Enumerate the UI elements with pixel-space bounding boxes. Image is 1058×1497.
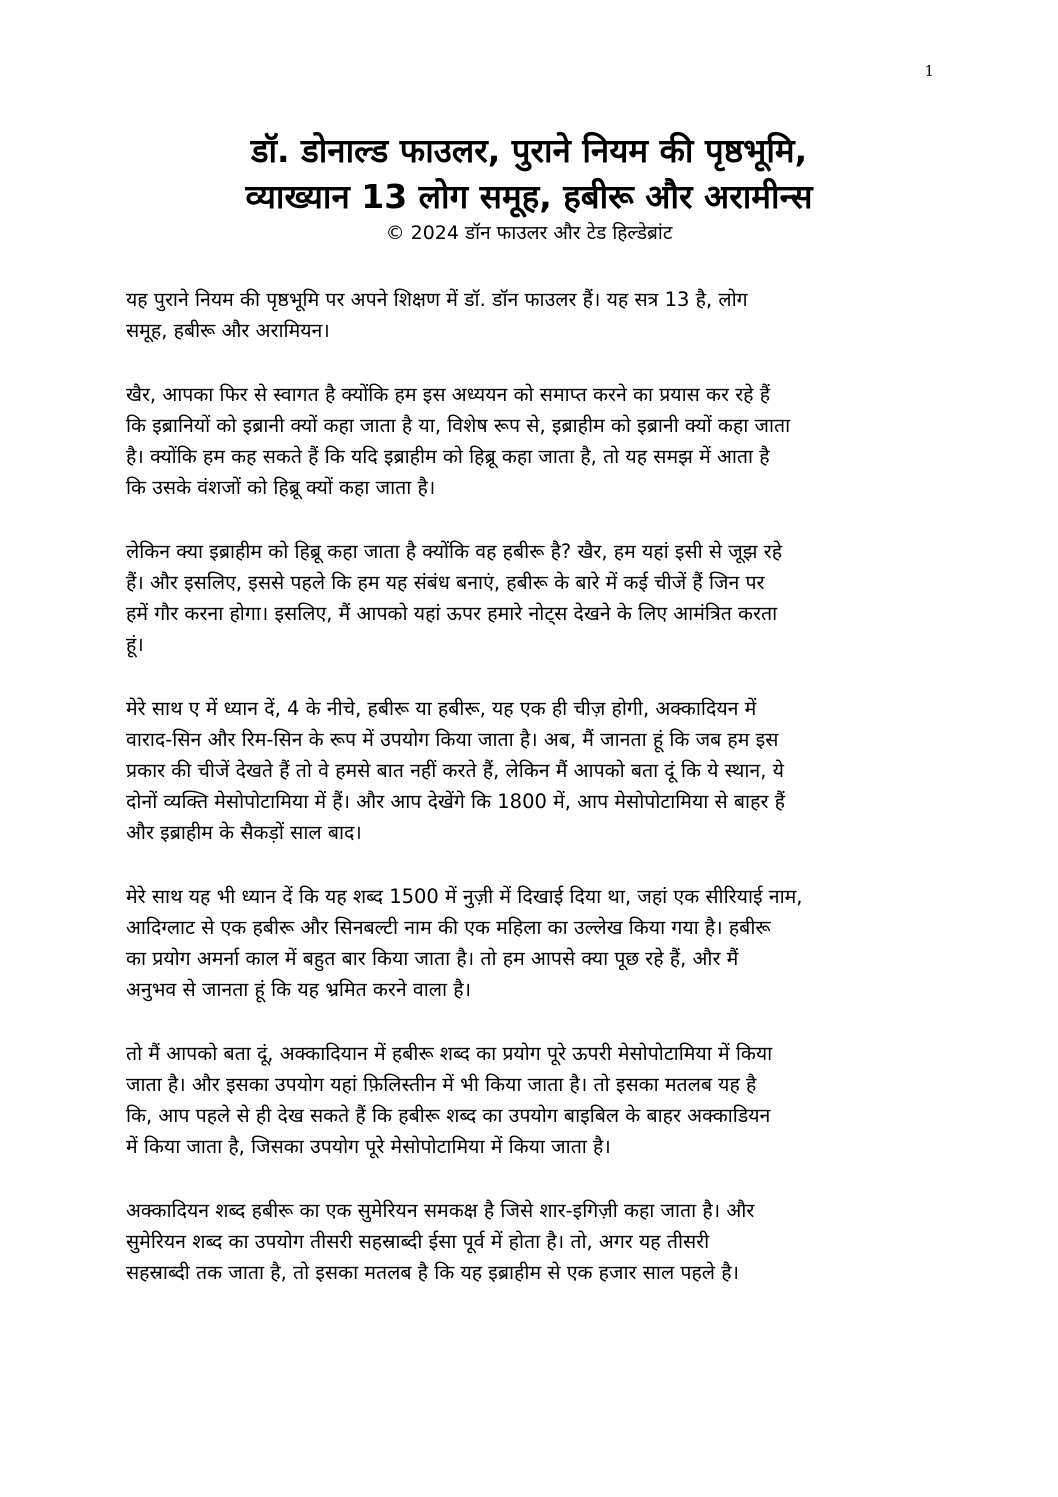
paragraph-line: दोनों व्यक्ति मेसोपोटामिया में हैं। और आप देखेंगे कि 1800 में, आप मेसोपोटामिया से बाहर हैं [126,790,785,813]
document-header [0,128,1058,246]
paragraph-line: कि, आप पहले से ही देख सकते हैं कि हबीरू शब्द का उपयोग बाइबिल के बाहर अक्काडियन [126,1104,771,1127]
title-line: डॉ. डोनाल्ड फाउलर, पुराने नियम की पृष्ठभूमि, [250,131,808,170]
paragraph-line: लेकिन क्या इब्राहीम को हिब्रू कहा जाता है क्योंकि वह हबीरू है? खैर, हम यहां इसी से जूझ रहे [126,540,783,563]
paragraph [126,1195,938,1288]
transcript-body [126,284,938,1321]
paragraph-line: हूं। [126,633,144,656]
paragraph-line: सहस्राब्दी तक जाता है, तो इसका मतलब है कि यह इब्राहीम से एक हजार साल पहले है। [126,1261,739,1284]
paragraph-line: मेरे साथ यह भी ध्यान दें कि यह शब्द 1500 में नुज़ी में दिखाई दिया था, जहां एक सीरियाई नाम, [126,885,803,908]
paragraph [126,881,938,1005]
paragraph-line: अक्कादियन शब्द हबीरू का एक सुमेरियन समकक्ष है जिसे शार-इगिज़ी कहा जाता है। और [126,1199,755,1222]
paragraph-line: खैर, आपका फिर से स्वागत है क्योंकि हम इस अध्ययन को समाप्त करने का प्रयास कर रहे हैं [126,383,771,406]
paragraph-line: वाराद-सिन और रिम-सिन के रूप में उपयोग किया जाता है। अब, मैं जानता हूं कि जब हम इस [126,728,779,751]
title-line: व्याख्यान 13 लोग समूह, हबीरू और अरामीन्स [245,177,813,216]
paragraph-line: तो मैं आपको बता दूं, अक्कादियान में हबीरू शब्द का प्रयोग पूरे ऊपरी मेसोपोटामिया में किया [126,1042,773,1065]
paragraph-line: हमें गौर करना होगा। इसलिए, मैं आपको यहां ऊपर हमारे नोट्स देखने के लिए आमंत्रित करता [126,602,778,625]
paragraph-line: आदिग्लाट से एक हबीरू और सिनबल्टी नाम की एक महिला का उल्लेख किया गया है। हबीरू [126,916,771,939]
paragraph [126,1038,938,1162]
paragraph-line: यह पुराने नियम की पृष्ठभूमि पर अपने शिक्षण में डॉ. डॉन फाउलर हैं। यह सत्र 13 है, लोग [126,288,748,311]
page-number: 1 [924,62,934,80]
paragraph-line: और इब्राहीम के सैकड़ों साल बाद। [126,821,362,844]
paragraph-line: सुमेरियन शब्द का उपयोग तीसरी सहस्राब्दी ईसा पूर्व में होता है। तो, अगर यह तीसरी [126,1230,710,1253]
paragraph-line: जाता है। और इसका उपयोग यहां फ़िलिस्तीन में भी किया जाता है। तो इसका मतलब यह है [126,1073,757,1096]
paragraph [126,693,938,848]
paragraph-line: समूह, हबीरू और अरामियन। [126,319,330,342]
paragraph-line: मेरे साथ ए में ध्यान दें, 4 के नीचे, हबीरू या हबीरू, यह एक ही चीज़ होगी, अक्कादियन में [126,697,757,720]
paragraph-line: का प्रयोग अमर्ना काल में बहुत बार किया जाता है। तो हम आपसे क्या पूछ रहे हैं, और मैं [126,947,739,970]
paragraph [126,379,938,503]
paragraph-line: कि इब्रानियों को इब्रानी क्यों कहा जाता है या, विशेष रूप से, इब्राहीम को इब्रानी क्यों कहा जाता [126,414,791,437]
paragraph [126,536,938,660]
paragraph-line: है। क्योंकि हम कह सकते हैं कि यदि इब्राहीम को हिब्रू कहा जाता है, तो यह समझ में आता है [126,445,770,468]
paragraph-line: प्रकार की चीजें देखते हैं तो वे हमसे बात नहीं करते हैं, लेकिन मैं आपको बता दूं कि ये स्थान, ये [126,759,784,782]
paragraph-line: में किया जाता है, जिसका उपयोग पूरे मेसोपोटामिया में किया जाता है। [126,1135,611,1158]
paragraph [126,284,938,346]
copyright-notice: © 2024 डॉन फाउलर और टेड हिल्डेब्रांट [385,222,673,244]
paragraph-line: कि उसके वंशजों को हिब्रू क्यों कहा जाता है। [126,476,436,499]
paragraph-line: हैं। और इसलिए, इससे पहले कि हम यह संबंध बनाएं, हबीरू के बारे में कई चीजें हैं जिन पर [126,571,765,594]
paragraph-line: अनुभव से जानता हूं कि यह भ्रमित करने वाला है। [126,978,472,1001]
document-title [0,128,1058,220]
